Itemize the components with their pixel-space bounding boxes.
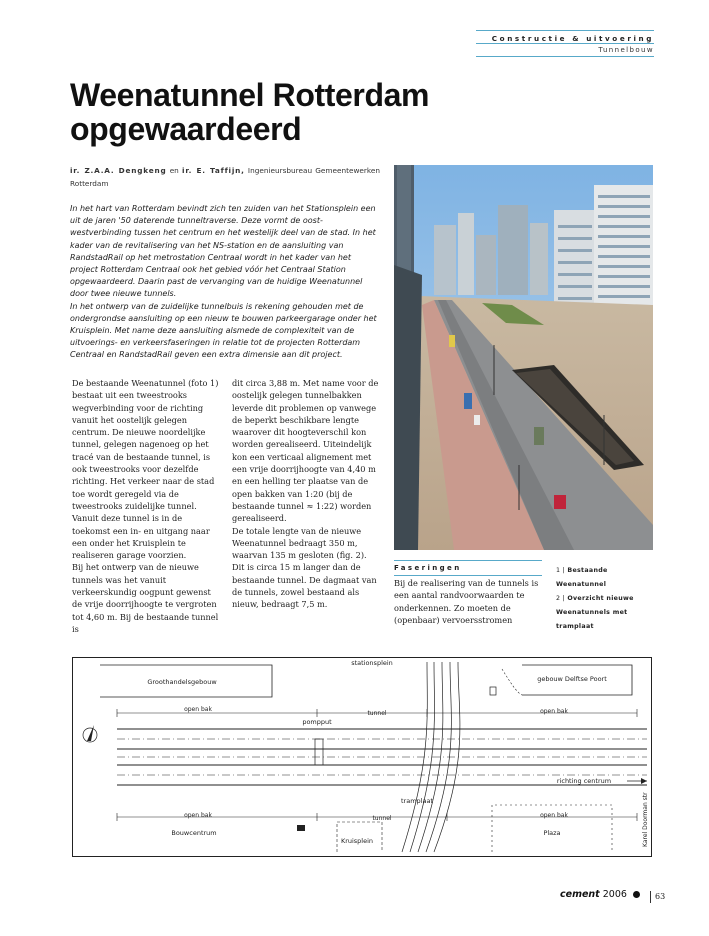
label-karel-doorman: Karel Doorman str — [642, 792, 649, 847]
authors — [70, 164, 380, 190]
label-open-bak-se: open bak — [540, 812, 568, 819]
fasering-rule-bottom — [394, 575, 542, 576]
title-line-1: Weenatunnel Rotterdam — [70, 77, 430, 113]
label-tramplaat: tramplaat — [401, 797, 433, 805]
col3-paragraph-1: Bij de realisering van de tunnels is een aantal randvoorwaarden te onderkennen. Zo moeten de (openbaar) vervoersstromen — [394, 578, 539, 625]
col2-paragraph-2: De totale lengte van de nieuwe Weenatunnel bedraagt 350 m, waarvan 135 m gesloten (fig. 2). Dit is circa 15 m langer dan de bestaande tunnel. De dagmaat van de tunnels, zowel bestaand als nieuw, bedraagt 7,5 m. — [232, 525, 377, 610]
header-rule-bottom — [476, 56, 654, 57]
body-column-2 — [232, 377, 380, 611]
label-richting-centrum: richting centrum — [556, 777, 612, 785]
col1-paragraph-2: Bij het ontwerp van de nieuwe tunnels was het vanuit verkeerskundig oogpunt gewenst de vrije doorrijhoogte te vergroten tot 4,60 m. Bij de bestaande tunnel is — [72, 562, 219, 634]
label-tunnel-north: tunnel — [367, 710, 387, 717]
label-kruisplein: Kruisplein — [340, 837, 374, 845]
caption-1 — [556, 564, 656, 592]
col1-paragraph-1: De bestaande Weenatunnel (foto 1) bestaat uit een tweestrooks wegverbinding voor de richting vanuit het oostelijk gelegen centrum. De nieuwe noordelijke tunnel, gelegen nagenoeg op het tracé van de bestaande tunnel, is ook tweestrooks voor dezelfde richting. Het verkeer naar de stad toe wordt geregeld via de tweestrooks zuidelijke tunnel. Vanuit deze tunnel is in de toekomst een in- en uitgang naar een onder het Kruisplein te realiseren garage voorzien. — [72, 378, 219, 561]
label-open-bak-nw: open bak — [184, 706, 212, 713]
photo-illustration — [394, 165, 653, 550]
label-pompput: pompput — [302, 718, 332, 726]
header-rule-top — [476, 30, 654, 31]
caption-1-text: Bestaande Weenatunnel — [556, 567, 608, 588]
footer-brand: cement — [560, 889, 600, 900]
body-column-1 — [72, 377, 220, 635]
caption-2-number: 2 | — [556, 595, 566, 602]
author-conjunction: en — [169, 166, 179, 175]
label-delftse-poort: gebouw Delftse Poort — [537, 675, 607, 683]
author-2: ir. E. Taffijn, — [182, 166, 245, 175]
figure-2-plan — [72, 657, 652, 857]
section-label: Constructie & uitvoering — [491, 34, 654, 43]
label-bouwcentrum: Bouwcentrum — [171, 829, 217, 837]
subsection-label: Tunnelbouw — [598, 46, 654, 54]
caption-1-number: 1 | — [556, 567, 566, 574]
label-open-bak-sw: open bak — [184, 812, 212, 819]
affiliation: Ingenieursbureau Gemeentewerken Rotterdam — [70, 166, 381, 188]
fasering-rule-top — [394, 560, 542, 561]
label-plaza: Plaza — [543, 829, 561, 837]
title-line-2: opgewaardeerd — [70, 111, 302, 147]
plan-drawing — [72, 657, 652, 857]
label-groothandelsgebouw: Groothandelsgebouw — [147, 678, 217, 686]
fasering-heading: Faseringen — [394, 564, 462, 572]
caption-2 — [556, 592, 656, 634]
label-open-bak-ne: open bak — [540, 708, 568, 715]
header-rule-middle — [476, 43, 654, 44]
photo-weenatunnel — [394, 165, 653, 550]
page-number: 63 — [650, 891, 665, 903]
intro-paragraph-2: In het ontwerp van de zuidelijke tunnelbuis is rekening gehouden met de ondergrondse aansluiting op een nieuw te bouwen parkeergarage onder het Kruisplein. Met name deze aansluiting alsmede de complexiteit van de uitvoerings- en verkeersfaseringen in relatie tot de projecten Rotterdam Centraal en RandstadRail geven een extra dimensie aan dit project. — [70, 301, 377, 360]
article-title — [70, 78, 470, 146]
caption-2-text: Overzicht nieuwe Weenatunnels met tramplaat — [556, 595, 634, 630]
footer — [560, 889, 640, 900]
label-stationsplein: stationsplein — [351, 659, 393, 667]
footer-logo-icon — [633, 891, 640, 898]
author-1: ir. Z.A.A. Dengkeng — [70, 166, 167, 175]
body-column-3 — [394, 577, 544, 626]
intro-paragraph-1: In het hart van Rotterdam bevindt zich ten zuiden van het Stationsplein een uit de jaren '50 daterende tunneltraverse. Deze vormt de oost-westverbinding tussen het centrum en het westelijk deel van de stad. In het kader van de revitalisering van het NS-station en de aansluiting van RandstadRail op het metrostation Centraal wordt in het kader van het project Rotterdam Centraal ook het gebied vóór het Centraal Station opgewaardeerd. Daarin past de vervanging van de huidige Weenatunnel door twee nieuwe tunnels. — [70, 204, 376, 299]
col2-paragraph-1: dit circa 3,88 m. Met name voor de oostelijk gelegen tunnelbakken leverde dit problemen op vanwege de beperkt beschikbare lengte waarover dit hoogteverschil kon worden gerealiseerd. Uiteindelijk kon een verticaal alignement met een vrije doorrijhoogte van 4,40 m en een helling ter plaatse van de open bakken van 1:20 (bij de bestaande tunnel ≈ 1:22) worden gerealiseerd. — [232, 378, 379, 524]
footer-year: 2006 — [602, 889, 627, 900]
intro — [70, 203, 381, 362]
label-tunnel-south: tunnel — [372, 815, 392, 822]
